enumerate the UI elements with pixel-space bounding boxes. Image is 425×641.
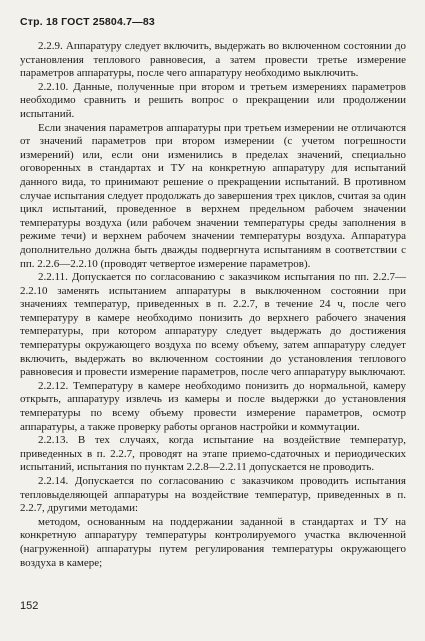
paragraph-2-2-13: 2.2.13. В тех случаях, когда испытание на воздействие температур, приведенных в п. 2.2.7, проводят на этапе приемо-сдаточных и периодических испытаний, испытания по пунктам 2.2.8—2.2.11 допускается не проводить. (20, 434, 406, 474)
paragraph-2-2-10: 2.2.10. Данные, полученные при втором и третьем измерениях параметров необходимо сравнить и решить вопрос о прекращении или продолжении испытаний. (20, 80, 406, 120)
paragraph-2-2-14: 2.2.14. Допускается по согласованию с заказчиком проводить испытания тепловыделяющей аппаратуры на воздействие температур, приведенных в п. 2.2.7, другими методами: (20, 475, 406, 515)
paragraph-2-2-9: 2.2.9. Аппаратуру следует включить, выдержать во включенном состоянии до установления теплового равновесия, а затем провести третье измерение параметров аппаратуры, после чего аппаратуру необходимо выключить. (20, 40, 406, 80)
running-header: Стр. 18 ГОСТ 25804.7—83 (20, 16, 155, 28)
document-body (20, 40, 406, 570)
paragraph-third-measurement: Если значения параметров аппаратуры при третьем измерении не отличаются от значений параметров при втором измерении (с учетом погрешности измерений) или, если они изменились в пределах значений, специально оговоренных в стандартах и ТУ на конкретную аппаратуру для испытаний данного вида, то принимают решение о прекращении испытаний. В противном случае испытания следует продолжать до завершения трех циклов, считая за один цикл испытаний, проведенное в верхнем предельном рабочем значении температуры воздуха (или рабочем значении температуры среды заполнения в режиме течи) и верхнем рабочем значении температуры воздуха. Аппаратура дополнительно должна быть дважды подвергнута испытаниям в соответствии с пп. 2.2.6—2.2.10 (проводят четвертое измерение параметров). (20, 121, 406, 270)
paragraph-2-2-11: 2.2.11. Допускается по согласованию с заказчиком испытания по пп. 2.2.7—2.2.10 заменять испытанием аппаратуры в выключенном состоянии при значениях температур, приведенных в п. 2.2.7, в течение 24 ч, после чего температуру в камере необходимо понизить до верхнего рабочего значения температуры, при котором аппаратуру следует выдержать до достижения температуры окружающего воздуха по всему объему, затем аппаратуру следует включить, выдержать во включенном состоянии до установления теплового равновесия и провести измерение параметров, после чего аппаратуру выключают. (20, 271, 406, 379)
paragraph-method: методом, основанным на поддержании заданной в стандартах и ТУ на конкретную аппаратуру температуры контролируемого участка включенной (нагруженной) аппаратуры путем регулирования температуры окружающего воздуха в камере; (20, 515, 406, 569)
page-number: 152 (20, 600, 39, 612)
paragraph-2-2-12: 2.2.12. Температуру в камере необходимо понизить до нормальной, камеру открыть, аппаратуру извлечь из камеры и после выдержки до установления температуры по всему объему провести измерение параметров, осмотр аппаратуры, а также проверку работы органов настройки и коммутации. (20, 379, 406, 433)
